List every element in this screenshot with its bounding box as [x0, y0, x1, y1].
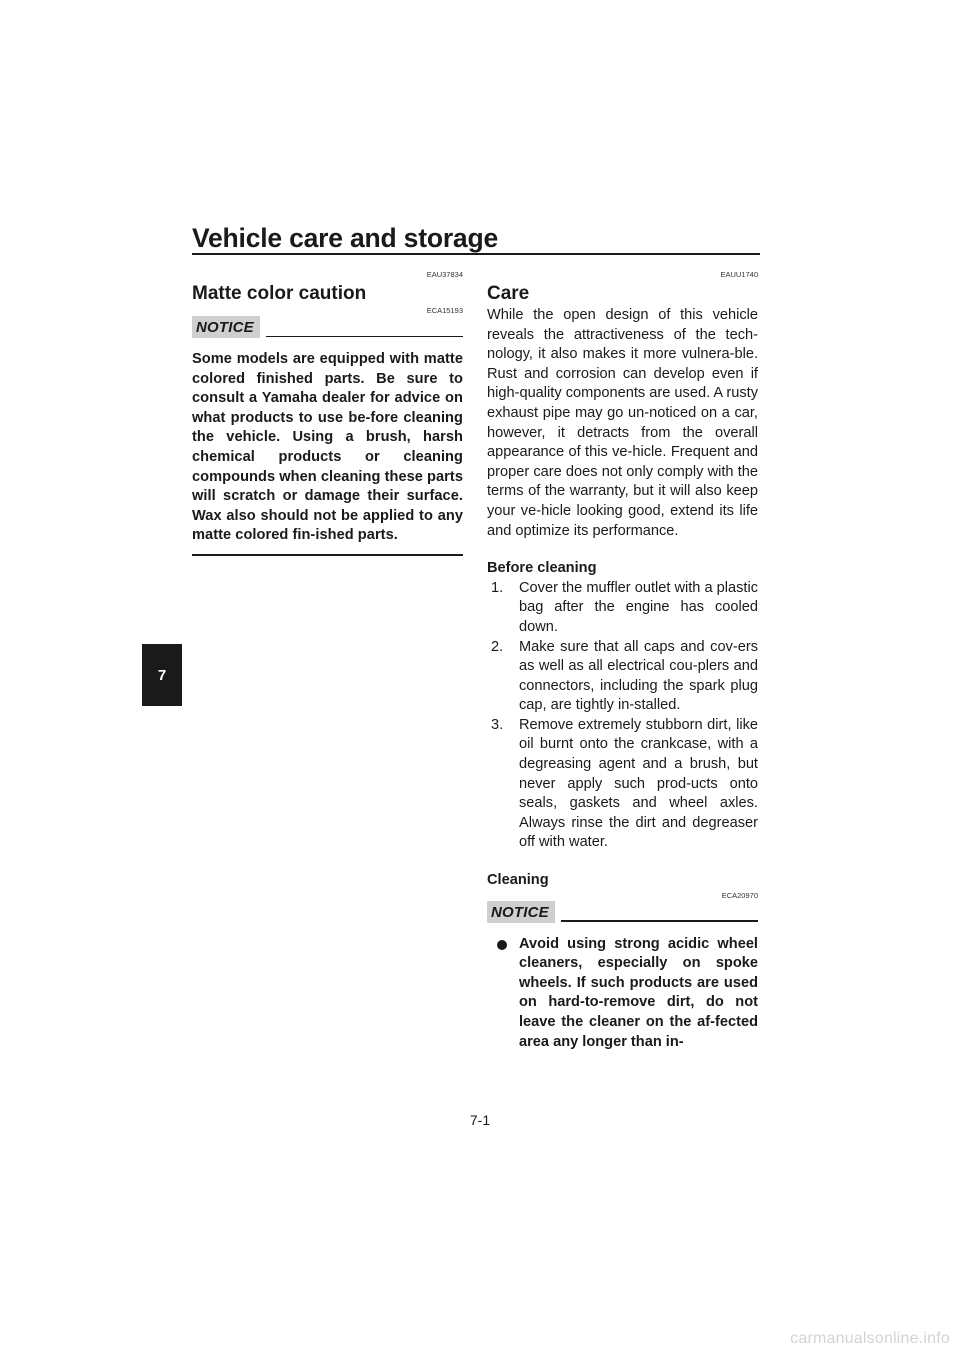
chapter-tab-label: 7: [157, 666, 167, 684]
chapter-tab: [142, 644, 182, 706]
list-item: 3. Remove extremely stubborn dirt, like oil burnt onto the crankcase, with a degreasing agent and a brush, but never apply such prod-ucts onto seals, gaskets and wheel axles. Always rinse the dirt and degreaser off with water.: [491, 716, 758, 851]
bullet-icon: [497, 940, 507, 950]
care-intro-paragraph: While the open design of this vehicle reveals the attractiveness of the tech-nology, it also makes it more vulnera-ble. Rust and corrosion can develop even if high-quality components are used. A rusty exhaust pipe may go un-noticed on a car, however, it detracts from the overall appearance of this ve-hicle. Frequent and proper care does not only comply with the terms of the warranty, but it will also keep your ve-hicle looking good, extend its life and optimize its performance.: [487, 307, 758, 539]
notice-bullet-item: Avoid using strong acidic wheel cleaners, especially on spoke wheels. If such products are used on hard-to-remove dirt, do not leave the cleaner on the af-fected area any longer than in-: [487, 935, 758, 1053]
notice-end-divider: [192, 554, 463, 556]
notice-code: ECA20970: [721, 890, 758, 900]
left-column: [192, 270, 463, 556]
list-item: 2. Make sure that all caps and cov-ers as well as all electrical cou-plers and connectors, including the spark plug cap, are tightly in-stalled.: [491, 638, 758, 714]
section-code: EAU37834: [426, 270, 463, 279]
section-heading-care: Care: [487, 283, 530, 304]
notice-divider: [561, 920, 758, 922]
list-item: 1. Cover the muffler outlet with a plastic bag after the engine has cooled down.: [491, 579, 759, 635]
before-cleaning-heading: Before cleaning: [487, 560, 597, 577]
page-header: [192, 222, 760, 254]
notice-badge: NOTICE: [487, 901, 555, 923]
page-number: 7-1: [469, 1112, 491, 1128]
notice-header: [487, 901, 758, 923]
watermark-text: carmanualsonline.info: [790, 1330, 950, 1347]
before-cleaning-steps: [487, 579, 758, 853]
notice-badge: NOTICE: [192, 316, 260, 338]
section-heading-matte: Matte color caution: [192, 283, 367, 304]
notice-divider: [266, 336, 463, 338]
notice-text: Some models are equipped with matte colored finished parts. Be sure to consult a Yamaha dealer for advice on what products to use be-fore cleaning the vehicle. Using a brush, harsh chemical products or cleaning compounds when cleaning these parts will scratch or damage their surface. Wax also should not be applied to any matte colored fin-ished parts.: [192, 351, 463, 544]
section-code: EAUU1740: [720, 270, 758, 279]
page-title: Vehicle care and storage: [192, 223, 498, 253]
header-divider: [192, 253, 760, 255]
right-column: [487, 270, 758, 1052]
notice-code: ECA15193: [426, 306, 463, 315]
cleaning-heading: Cleaning: [487, 872, 549, 889]
notice-header: [192, 316, 463, 338]
